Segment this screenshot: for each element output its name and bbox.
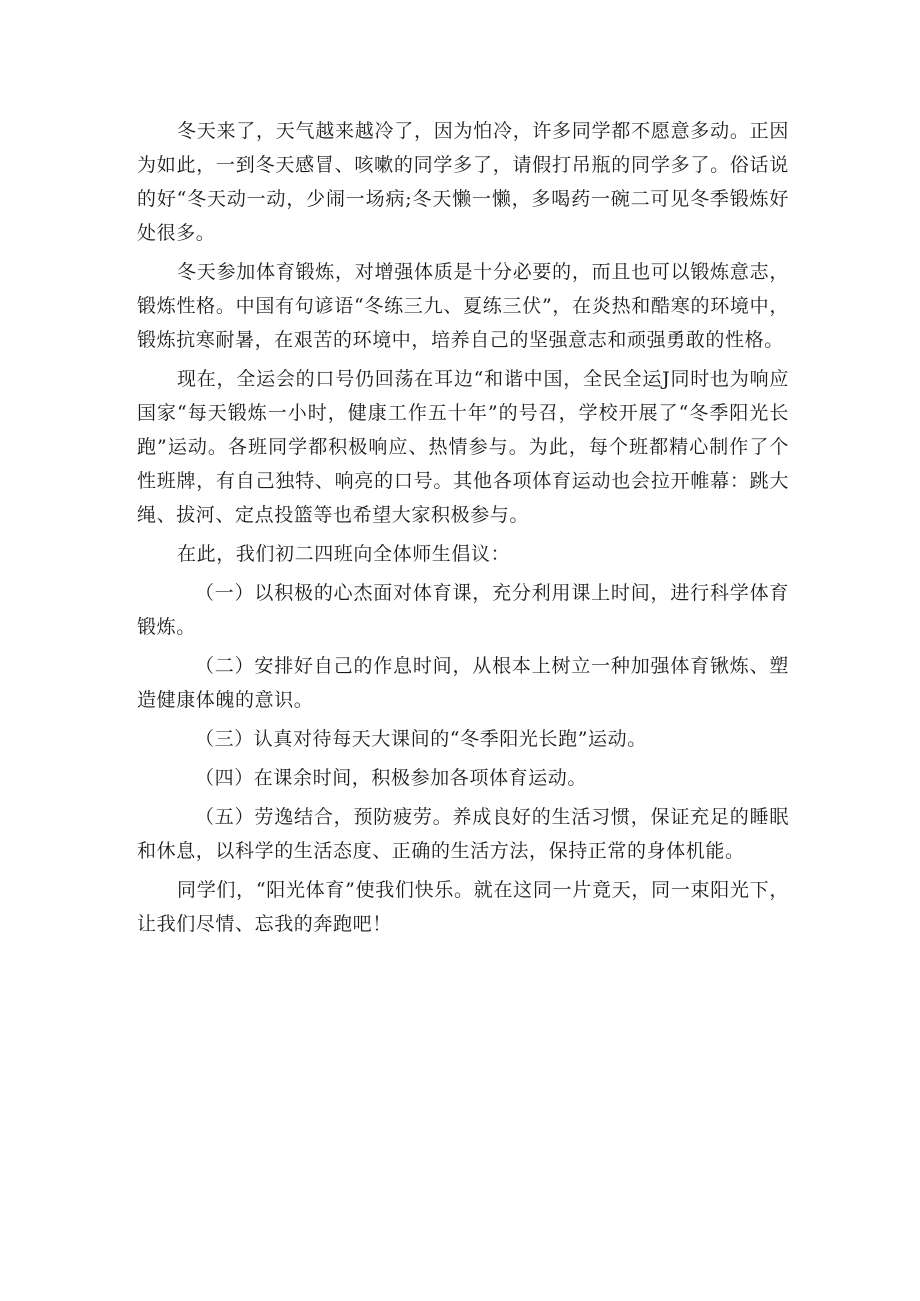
- paragraph-intro: 冬天来了，天气越来越冷了，因为怕冷，许多同学都不愿意多动。正因为如此，一到冬天感冒、咳嗽的同学多了，请假打吊瓶的同学多了。俗话说的好“冬天动一动，少闹一场病;冬天懒一懒，多喝药一碗二可见冬季锻炼好处很多。: [137, 120, 789, 244]
- proposal-item-4: （四）在课余时间，积极参加各项体育运动。: [195, 767, 588, 789]
- paragraph-proposal-lead: 在此，我们初二四班向全体师生倡议：: [177, 543, 511, 565]
- proposal-item-2: （二）安排好自己的作息时间，从根本上树立一种加强体育锹炼、塑造健康体魄的意识。: [137, 655, 789, 711]
- paragraph-activities: 现在，全运会的口号仍回荡在耳边“和谐中国，全民全运J同时也为响应国家“每天锻炼一小时，健康工作五十年”的号召，学校开展了“冬季阳光长跑”运动。各班同学都积极响应、热情参与。为此，每个班都精心制作了个性班牌，有自己独特、响亮的口号。其他各项体育运动也会拉开帷幕：跳大绳、拔河、定点投篮等也希望大家积极参与。: [137, 368, 789, 526]
- paragraph-benefits: 冬天参加体育锻炼，对增强体质是十分必要的，而且也可以锻炼意志，锻炼性格。中国有句谚语“冬练三九、夏练三伏”，在炎热和酷寒的环境中，锻炼抗寒耐暑，在艰苦的环境中，培养自己的坚强意志和顽强勇敢的性格。: [137, 261, 789, 351]
- proposal-item-3: （三）认真对待每天大课间的“冬季阳光长跑”运动。: [195, 728, 647, 750]
- proposal-item-5: （五）劳逸结合，预防疲劳。养成良好的生活习惯，保证充足的睡眠和休息，以科学的生活态度、正确的生活方法，保持正常的身体机能。: [137, 806, 789, 862]
- paragraph-closing: 同学们，“阳光体育”使我们快乐。就在这同一片竟天，同一束阳光下，让我们尽情、忘我的奔跑吧！: [137, 879, 789, 935]
- proposal-item-1: （一）以积极的心杰面对体育课，充分利用课上时间，进行科学体育锻炼。: [137, 582, 789, 638]
- document-body: [137, 114, 789, 946]
